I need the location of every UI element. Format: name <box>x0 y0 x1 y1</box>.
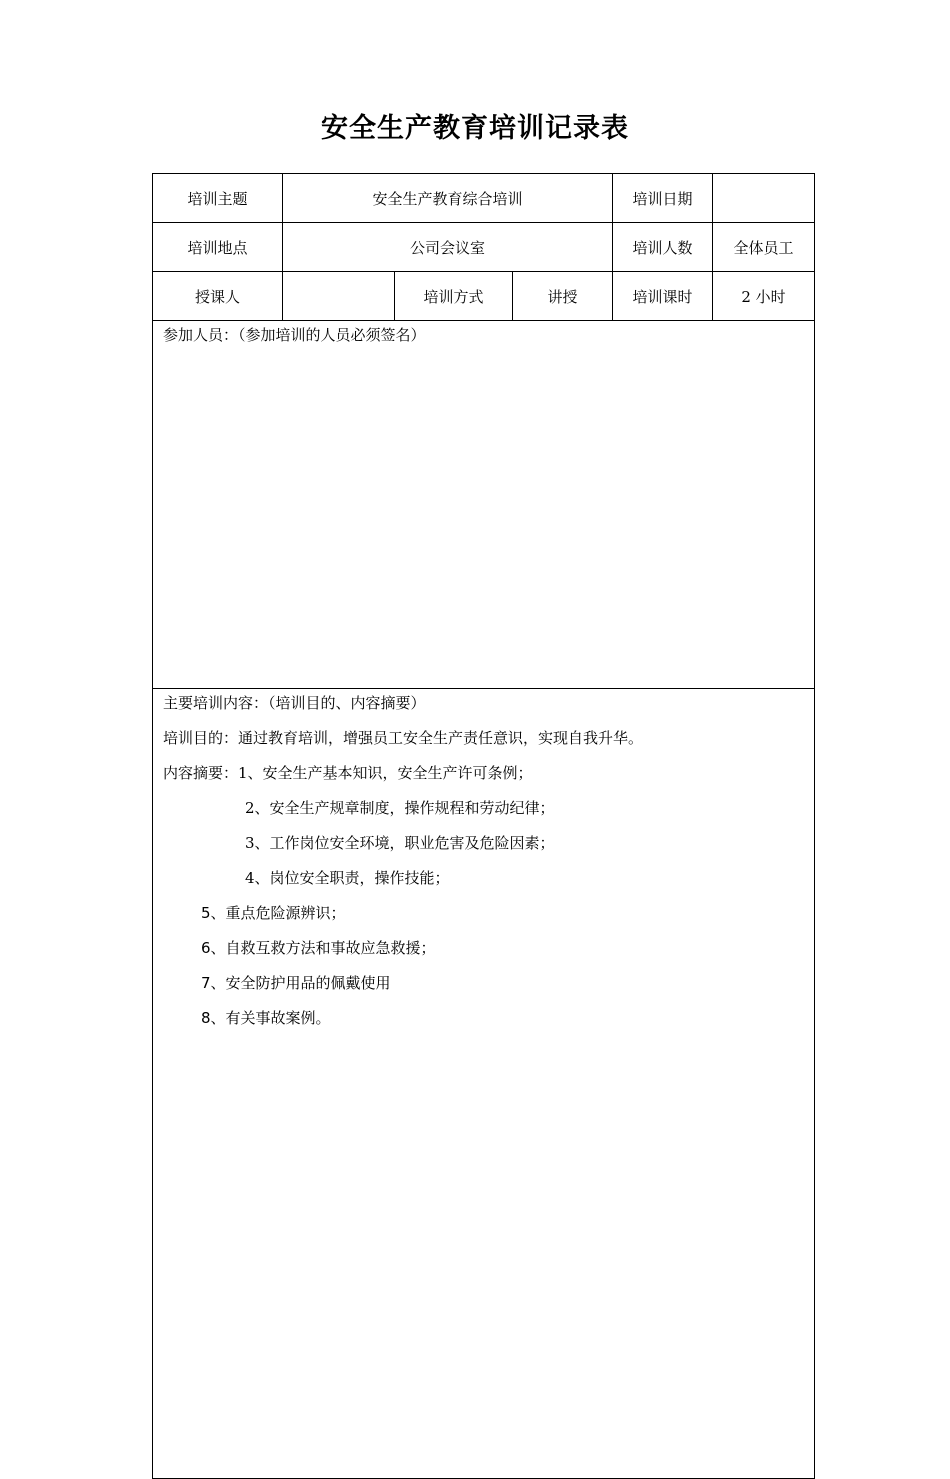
table-row <box>153 689 815 1479</box>
date-label: 培训日期 <box>613 174 713 223</box>
lecturer-label: 授课人 <box>153 272 283 321</box>
content-item: 6、自救互救方法和事故应急救援； <box>201 939 436 957</box>
training-record-table <box>152 173 815 1479</box>
page-title: 安全生产教育培训记录表 <box>321 113 629 144</box>
attendees-label: 参加人员：（参加培训的人员必须签名） <box>163 326 426 344</box>
location-label: 培训地点 <box>153 223 283 272</box>
method-value[interactable]: 讲授 <box>513 272 613 321</box>
hours-label: 培训课时 <box>613 272 713 321</box>
hours-value[interactable]: 2 小时 <box>713 272 815 321</box>
table-row <box>153 321 815 689</box>
content-summary-line <box>163 763 814 798</box>
content-item: 2、安全生产规章制度，操作规程和劳动纪律； <box>245 799 555 817</box>
table-row <box>153 272 815 321</box>
content-item: 7、安全防护用品的佩戴使用 <box>201 974 391 992</box>
count-value[interactable]: 全体员工 <box>713 223 815 272</box>
content-item: 4、岗位安全职责，操作技能； <box>245 869 450 887</box>
attendees-cell[interactable] <box>153 321 815 689</box>
location-value[interactable]: 公司会议室 <box>283 223 613 272</box>
table-row <box>153 174 815 223</box>
content-summary-label: 内容摘要： <box>163 764 239 782</box>
lecturer-value[interactable] <box>283 272 395 321</box>
content-item: 3、工作岗位安全环境，职业危害及危险因素； <box>245 834 555 852</box>
content-item: 8、有关事故案例。 <box>201 1009 331 1027</box>
content-item: 1、安全生产基本知识，安全生产许可条例； <box>238 764 533 782</box>
method-label: 培训方式 <box>395 272 513 321</box>
count-label: 培训人数 <box>613 223 713 272</box>
content-header: 主要培训内容：（培训目的、内容摘要） <box>163 694 426 712</box>
content-item: 5、重点危险源辨识； <box>201 904 346 922</box>
topic-label: 培训主题 <box>153 174 283 223</box>
topic-value[interactable]: 安全生产教育综合培训 <box>283 174 613 223</box>
content-purpose: 培训目的：通过教育培训，增强员工安全生产责任意识，实现自我升华。 <box>163 729 644 747</box>
content-cell[interactable] <box>153 689 815 1479</box>
date-value[interactable] <box>713 174 815 223</box>
table-row <box>153 223 815 272</box>
